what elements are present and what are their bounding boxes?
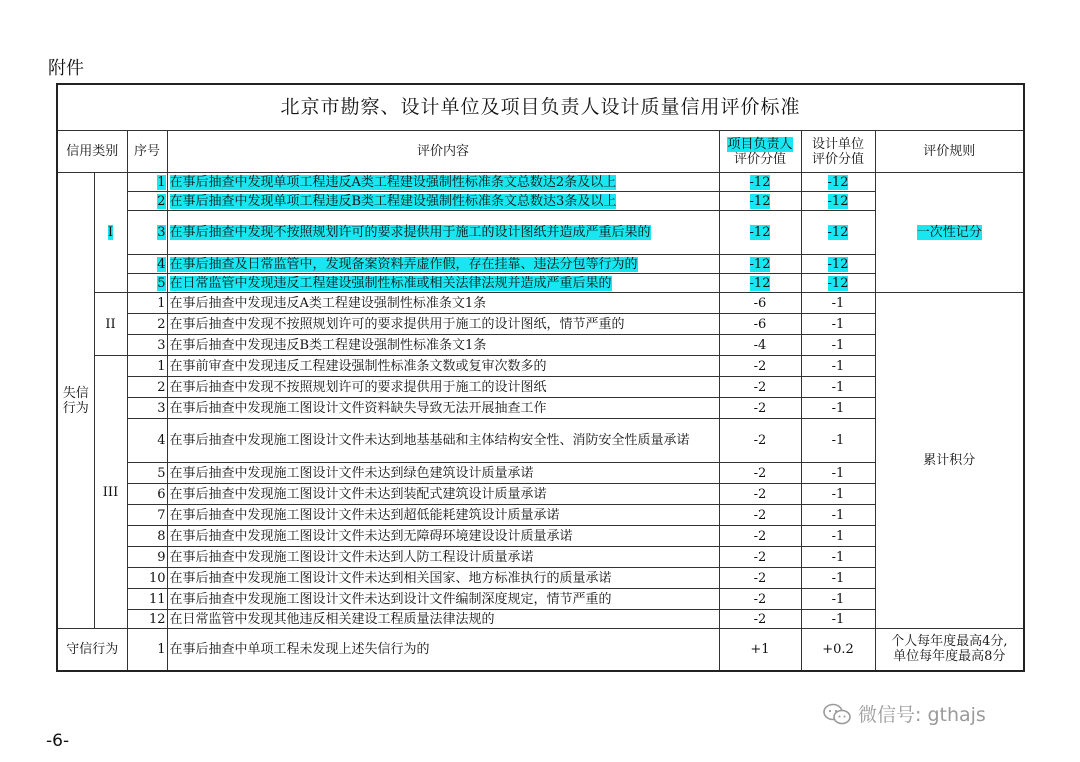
table-row (57, 173, 1024, 192)
row-content-text: 在日常监管中发现违反工程建设强制性标准或相关法律法规并造成严重后果的 (169, 275, 612, 291)
row-person-score-text: -2 (753, 358, 767, 374)
category-dishonest-l1: 失信 (62, 385, 89, 401)
row-seq-text: 6 (157, 486, 166, 502)
row-seq-text: 4 (157, 433, 166, 448)
row-unit-score (801, 568, 875, 589)
row-seq-text: 2 (157, 379, 166, 395)
row-person-score (719, 463, 801, 484)
row-seq (127, 463, 167, 484)
row-person-score (719, 356, 801, 377)
row-content (167, 192, 719, 211)
row-content-text: 在事后抽查中发现施工图设计文件未达到设计文件编制深度规定，情节严重的 (169, 591, 612, 607)
row-person-score-text: -2 (753, 507, 767, 523)
row-unit-score-text: -1 (831, 295, 845, 311)
row-unit-score-text: -1 (831, 465, 845, 481)
row-unit-score-text: -1 (831, 570, 845, 586)
rule-one-time-text: 一次性记分 (916, 225, 982, 240)
row-person-score (719, 568, 801, 589)
row-content (167, 293, 719, 314)
row-unit-score-text: -1 (831, 358, 845, 374)
row-content (167, 547, 719, 568)
row-unit-score (801, 356, 875, 377)
level-II (94, 293, 127, 356)
row-person-score-text: -2 (753, 611, 767, 627)
row-person-score: +1 (719, 629, 801, 671)
row-seq-text: 3 (157, 225, 166, 240)
row-unit-score (801, 377, 875, 398)
row-seq-text: 3 (157, 400, 166, 416)
row-person-score-text: -2 (753, 570, 767, 586)
credit-evaluation-table (56, 83, 1025, 672)
row-person-score (719, 484, 801, 505)
row-unit-score (801, 293, 875, 314)
row-seq (127, 526, 167, 547)
row-person-score-text: -6 (753, 295, 767, 311)
row-seq-text: 1 (157, 295, 166, 311)
level-label: III (102, 484, 119, 500)
row-unit-score (801, 192, 875, 211)
row-seq (127, 335, 167, 356)
row-seq: 1 (127, 629, 167, 671)
row-content (167, 463, 719, 484)
row-unit-score-text: -12 (827, 193, 849, 209)
row-seq-text: 1 (157, 174, 166, 190)
row-content (167, 526, 719, 547)
row-unit-score-text: -1 (831, 486, 845, 502)
table-title: 北京市勘察、设计单位及项目负责人设计质量信用评价标准 (57, 84, 1024, 131)
row-seq-text: 11 (148, 591, 166, 607)
row-person-score (719, 314, 801, 335)
row-unit-score (801, 484, 875, 505)
row-content-text: 在事后抽查中发现施工图设计文件未达到相关国家、地方标准执行的质量承诺 (169, 570, 612, 586)
row-seq (127, 314, 167, 335)
row-seq (127, 589, 167, 610)
row-unit-score: +0.2 (801, 629, 875, 671)
level-III (94, 356, 127, 629)
row-person-score-text: -2 (753, 549, 767, 565)
row-seq (127, 547, 167, 568)
row-content-text: 在事后抽查中发现施工图设计文件未达到超低能耗建筑设计质量承诺 (169, 507, 560, 523)
row-seq-text: 3 (157, 337, 166, 353)
wechat-icon (822, 703, 852, 725)
category-trustworthy: 守信行为 (57, 629, 127, 671)
row-content: 在事后抽查中单项工程未发现上述失信行为的 (167, 629, 719, 671)
row-unit-score (801, 314, 875, 335)
rule-one-time (875, 173, 1024, 293)
row-person-score (719, 547, 801, 568)
level-label: I (107, 225, 114, 240)
row-person-score-text: -6 (753, 316, 767, 332)
row-unit-score-text: -12 (827, 174, 849, 190)
row-person-score (719, 293, 801, 314)
header-unit-score (801, 131, 875, 173)
row-unit-score (801, 547, 875, 568)
row-seq-text: 10 (148, 570, 166, 586)
row-seq-text: 12 (148, 611, 166, 627)
row-seq-text: 5 (157, 275, 166, 291)
row-unit-score-text: -1 (831, 400, 845, 416)
rule-cumulative: 累计积分 (875, 293, 1024, 629)
level-label: II (105, 316, 116, 332)
annex-label: 附件 (48, 58, 84, 79)
category-dishonest (57, 173, 94, 629)
row-seq-text: 5 (157, 465, 166, 481)
row-content (167, 255, 719, 274)
row-content (167, 314, 719, 335)
row-unit-score-text: -12 (827, 225, 849, 240)
row-unit-score-text: -1 (831, 611, 845, 627)
header-category: 信用类别 (57, 131, 127, 173)
row-unit-score (801, 463, 875, 484)
table-row-trustworthy (57, 629, 1024, 671)
rule-trustworthy (875, 629, 1024, 671)
row-unit-score-text: -12 (827, 275, 849, 291)
row-unit-score-text: -1 (831, 528, 845, 544)
row-content-text: 在事后抽查中发现单项工程违反A类工程建设强制性标准条文总数达2条及以上 (169, 174, 617, 190)
row-content (167, 484, 719, 505)
row-content (167, 419, 719, 463)
rule-trustworthy-l1: 个人每年度最高4分, (891, 634, 1008, 650)
row-content-text: 在日常监管中发现其他违反相关建设工程质量法律法规的 (169, 611, 495, 627)
row-person-score-text: -2 (753, 379, 767, 395)
level-I (94, 173, 127, 293)
row-unit-score-text: -1 (831, 379, 845, 395)
row-person-score (719, 589, 801, 610)
row-person-score (719, 505, 801, 526)
rule-trustworthy-l2: 单位每年度最高8分 (893, 649, 1006, 665)
row-person-score-text: -2 (753, 433, 767, 448)
row-person-score-text: -12 (749, 256, 771, 272)
row-person-score-text: -12 (749, 174, 771, 190)
row-unit-score (801, 274, 875, 293)
row-content-text: 在事后抽查中发现施工图设计文件未达到无障碍环境建设设计质量承诺 (169, 528, 573, 544)
header-person-l2: 评价分值 (733, 151, 786, 167)
row-unit-score-text: -1 (831, 433, 845, 448)
header-unit-l2: 评价分值 (811, 151, 864, 167)
table-row (57, 293, 1024, 314)
row-content-text: 在事前审查中发现违反工程建设强制性标准条文数或复审次数多的 (169, 358, 547, 374)
row-unit-score (801, 398, 875, 419)
row-content-text: 在事后抽查中发现不按照规划许可的要求提供用于施工的设计图纸 (169, 379, 547, 395)
row-person-score (719, 192, 801, 211)
row-unit-score (801, 526, 875, 547)
header-rule: 评价规则 (875, 131, 1024, 173)
row-content (167, 568, 719, 589)
row-seq-text: 2 (157, 316, 166, 332)
row-unit-score (801, 419, 875, 463)
row-unit-score-text: -1 (831, 316, 845, 332)
row-person-score (719, 335, 801, 356)
row-seq (127, 192, 167, 211)
row-person-score-text: -4 (753, 337, 767, 353)
row-unit-score (801, 589, 875, 610)
row-seq (127, 377, 167, 398)
row-person-score (719, 419, 801, 463)
row-content (167, 274, 719, 293)
row-person-score (719, 398, 801, 419)
row-unit-score-text: -1 (831, 591, 845, 607)
row-seq (127, 398, 167, 419)
wechat-watermark (822, 700, 986, 727)
row-seq (127, 356, 167, 377)
row-unit-score (801, 211, 875, 255)
row-seq (127, 568, 167, 589)
row-person-score-text: -12 (749, 193, 771, 209)
row-content (167, 211, 719, 255)
row-seq-text: 8 (157, 528, 166, 544)
row-content-text: 在事后抽查中发现违反A类工程建设强制性标准条文1条 (169, 295, 487, 311)
row-person-score (719, 255, 801, 274)
row-seq-text: 1 (157, 358, 166, 374)
row-seq (127, 173, 167, 192)
row-person-score (719, 377, 801, 398)
row-content (167, 610, 719, 629)
row-unit-score-text: -12 (827, 256, 849, 272)
row-content-text: 在事后抽查中发现施工图设计文件未达到绿色建筑设计质量承诺 (169, 465, 534, 481)
row-unit-score (801, 505, 875, 526)
header-person-score (719, 131, 801, 173)
header-content: 评价内容 (167, 131, 719, 173)
header-person-l1: 项目负责人 (727, 136, 793, 152)
page-number: -6- (46, 731, 70, 751)
row-person-score (719, 526, 801, 547)
row-content-text: 在事后抽查中发现施工图设计文件未达到地基基础和主体结构安全性、消防安全性质量承诺 (169, 433, 690, 448)
row-seq (127, 293, 167, 314)
row-unit-score-text: -1 (831, 507, 845, 523)
header-seq: 序号 (127, 131, 167, 173)
row-person-score-text: -2 (753, 486, 767, 502)
watermark-text: 微信号: gthajs (858, 704, 986, 726)
row-unit-score (801, 610, 875, 629)
row-seq (127, 211, 167, 255)
row-unit-score (801, 255, 875, 274)
row-seq-text: 4 (157, 256, 166, 272)
row-seq (127, 484, 167, 505)
row-person-score-text: -2 (753, 528, 767, 544)
row-person-score (719, 211, 801, 255)
row-seq (127, 505, 167, 526)
row-seq (127, 274, 167, 293)
row-content (167, 335, 719, 356)
category-dishonest-l2: 行为 (62, 400, 89, 416)
row-person-score-text: -12 (749, 225, 771, 240)
row-content-text: 在事后抽查中发现施工图设计文件未达到装配式建筑设计质量承诺 (169, 486, 547, 502)
row-unit-score (801, 173, 875, 192)
row-person-score-text: -2 (753, 465, 767, 481)
row-content (167, 356, 719, 377)
row-content-text: 在事后抽查中发现单项工程违反B类工程建设强制性标准条文总数达3条及以上 (169, 193, 617, 209)
row-content (167, 589, 719, 610)
row-seq-text: 2 (157, 193, 166, 209)
row-content (167, 377, 719, 398)
row-person-score (719, 610, 801, 629)
row-content-text: 在事后抽查中发现不按照规划许可的要求提供用于施工的设计图纸，情节严重的 (169, 316, 625, 332)
row-seq (127, 255, 167, 274)
header-unit-l1: 设计单位 (811, 136, 864, 152)
row-seq-text: 7 (157, 507, 166, 523)
row-content (167, 505, 719, 526)
row-unit-score (801, 335, 875, 356)
row-unit-score-text: -1 (831, 549, 845, 565)
row-person-score (719, 274, 801, 293)
row-seq (127, 610, 167, 629)
row-content-text: 在事后抽查中发现违反B类工程建设强制性标准条文1条 (169, 337, 487, 353)
row-content-text: 在事后抽查及日常监管中，发现备案资料弄虚作假，存在挂靠、违法分包等行为的 (169, 256, 638, 272)
row-person-score (719, 173, 801, 192)
row-person-score-text: -2 (753, 591, 767, 607)
row-person-score-text: -2 (753, 400, 767, 416)
row-content (167, 398, 719, 419)
row-content-text: 在事后抽查中发现不按照规划许可的要求提供用于施工的设计图纸并造成严重后果的 (169, 225, 651, 240)
row-seq (127, 419, 167, 463)
row-content-text: 在事后抽查中发现施工图设计文件资料缺失导致无法开展抽查工作 (169, 400, 547, 416)
row-seq-text: 9 (157, 549, 166, 565)
row-person-score-text: -12 (749, 275, 771, 291)
row-unit-score-text: -1 (831, 337, 845, 353)
row-content-text: 在事后抽查中发现施工图设计文件未达到人防工程设计质量承诺 (169, 549, 534, 565)
row-content (167, 173, 719, 192)
